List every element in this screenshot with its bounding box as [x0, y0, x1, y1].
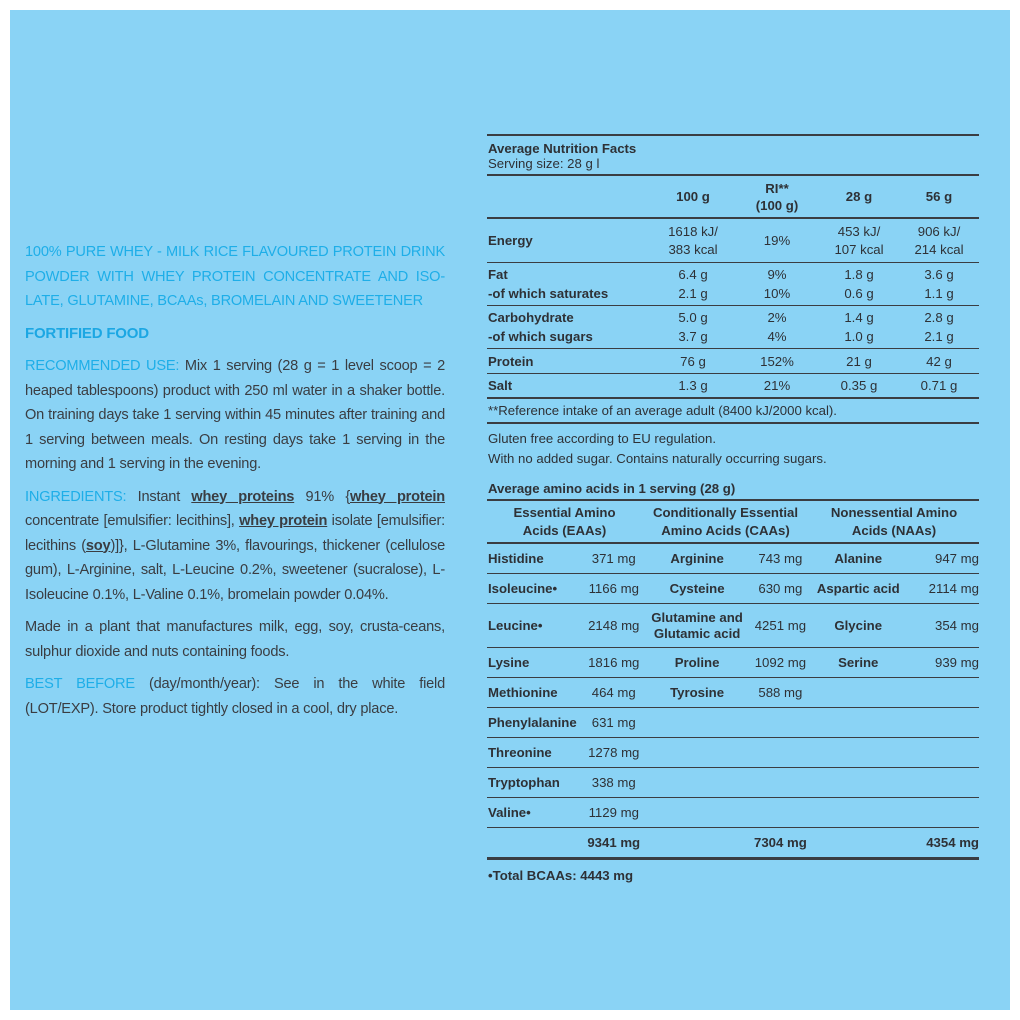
nutrient-value: 2.8 g [924, 310, 954, 325]
caa-value: 743 mg [758, 551, 803, 566]
allergen-statement: Made in a plant that manufactures milk, egg, soy, crusta-ceans, sulphur dioxide and nuts containing foods. [25, 619, 445, 660]
nutrient-label: -of which saturates [488, 286, 609, 301]
nutrient-value: 21% [763, 378, 791, 393]
eaa-name: Isoleucine• [488, 581, 558, 596]
amino-row [487, 544, 979, 574]
total-eaa: 9341 mg [587, 835, 641, 850]
nutrient-value: 5.0 g [678, 310, 708, 325]
eaa-name: Lysine [488, 655, 530, 670]
nutrition-column-headers [487, 176, 979, 219]
recommended-use-label: RECOMMENDED USE: [25, 358, 180, 374]
nutrient-value: 0.71 g [920, 378, 958, 393]
nutrient-value: 152% [760, 353, 794, 369]
nutrient-value: 2.1 g [678, 286, 708, 301]
caa-name: Cysteine [669, 580, 725, 596]
naa-name: Aspartic acid [816, 581, 900, 596]
nutrient-value: 10% [763, 286, 791, 301]
nutrient-value: 21 g [846, 353, 872, 369]
amino-totals [487, 828, 979, 860]
nutrition-header [487, 136, 979, 176]
naa-name: Alanine [834, 551, 883, 566]
amino-row [487, 648, 979, 678]
nutrition-row-protein [487, 349, 979, 374]
naa-name: Serine [838, 655, 879, 670]
product-description [25, 240, 445, 729]
allergen-highlight: whey protein [239, 513, 328, 529]
eaa-value: 1816 mg [588, 655, 640, 670]
total-naa: 4354 mg [926, 835, 979, 850]
nutrient-value: 1.3 g [678, 378, 708, 393]
ingredients [25, 485, 445, 608]
ingredients-text: concentrate [emulsifier: lecithins], [25, 513, 240, 529]
nutrient-value: 906 kJ/ 214 kcal [914, 223, 964, 257]
nutrition-row-salt [487, 374, 979, 399]
eaa-name: Threonine [488, 745, 552, 760]
eaa-name: Histidine [488, 551, 544, 566]
nutrition-row-energy [487, 219, 979, 263]
eaa-name: Valine• [488, 805, 531, 820]
nutrient-value: 42 g [926, 353, 952, 369]
nutrition-title: Average Nutrition Facts [488, 141, 637, 156]
nutrition-row-carbohydrate [487, 306, 979, 349]
eaa-value: 338 mg [591, 775, 636, 790]
best-before [25, 672, 445, 721]
nutrient-value: 6.4 g [678, 267, 708, 282]
ingredients-label: INGREDIENTS: [25, 488, 127, 505]
nutrient-value: 4% [767, 329, 787, 344]
nutrient-label: Protein [488, 353, 534, 369]
col-56g: 56 g [925, 189, 953, 204]
amino-row [487, 738, 979, 768]
total-bcaas: •Total BCAAs: 4443 mg [488, 868, 634, 883]
eaa-name: Leucine• [488, 618, 543, 633]
amino-headers [487, 501, 979, 544]
recommended-use-text: Mix 1 serving (28 g = 1 level scoop = 2 heaped tablespoons) product with 250 ml water in a shaker bottle. On training days take 1 serving within 45 minutes after training and 1 serving between meals. On resting days take 1 serving in the morning and 1 serving in the evening. [25, 358, 445, 472]
nutrient-value: 3.6 g [924, 267, 954, 282]
nutrient-value: 76 g [680, 353, 706, 369]
serving-size: Serving size: 28 g l [488, 156, 600, 171]
allergen-highlight: soy [85, 537, 111, 554]
nutrient-label: Carbohydrate [488, 310, 574, 325]
header-naa: Nonessential Amino Acids (NAAs) [830, 504, 958, 538]
nutrient-value: 9% [767, 267, 787, 282]
nutrition-row-fat [487, 263, 979, 306]
sugar-note: With no added sugar. Contains naturally occurring sugars. [488, 451, 827, 466]
caa-value: 1092 mg [754, 655, 807, 670]
amino-row [487, 604, 979, 648]
amino-row [487, 798, 979, 828]
amino-table [487, 501, 979, 860]
amino-row [487, 574, 979, 604]
caa-name: Tyrosine [670, 684, 725, 700]
eaa-value: 631 mg [591, 715, 636, 730]
eaa-value: 371 mg [591, 551, 636, 566]
fortified-food-heading: FORTIFIED FOOD [25, 324, 149, 342]
eaa-value: 1129 mg [588, 805, 639, 820]
nutrient-value: 19% [763, 233, 791, 248]
eaa-value: 1278 mg [588, 745, 640, 760]
gluten-note: Gluten free according to EU regulation. [488, 431, 716, 446]
nutrient-label: Salt [488, 378, 513, 393]
recommended-use [25, 354, 445, 477]
eaa-value: 2148 mg [588, 618, 640, 633]
allergen-highlight: whey protein [350, 488, 445, 505]
naa-value: 947 mg [934, 551, 979, 566]
nutrient-value: 2.1 g [924, 329, 954, 344]
nutrient-value: 3.7 g [678, 329, 708, 344]
nutrient-value: 1.8 g [844, 267, 874, 282]
nutrient-label: Fat [488, 267, 508, 282]
caa-name: Arginine [670, 550, 724, 566]
ingredients-text: )]}, L-Glutamine 3%, flavourings, thickener (cellulose gum), L-Arginine, salt, L-Leucine 0.2%, sweetener (sucralose), L-Isoleucine 0.1%, L-Valine 0.1%, bromelain powder 0.04%. [25, 537, 445, 603]
ingredients-text: 91% { [294, 488, 350, 505]
nutrient-value: 1618 kJ/ 383 kcal [668, 223, 718, 257]
nutrient-value: 1.4 g [844, 310, 874, 325]
naa-name: Glycine [834, 618, 883, 633]
nutrient-label: -of which sugars [488, 329, 593, 344]
nutrient-label: Energy [488, 233, 533, 248]
nutrient-value: 1.0 g [844, 329, 874, 344]
product-title: 100% PURE WHEY - MILK RICE FLAVOURED PROTEIN DRINK POWDER WITH WHEY PROTEIN CONCENTRATE AND ISO-LATE, GLUTAMINE, BCAAs, BROMELAIN AND SWEETENER [25, 244, 445, 309]
header-caa: Conditionally Essential Amino Acids (CAAs) [652, 504, 799, 538]
allergen-highlight: whey proteins [191, 488, 295, 505]
nutrient-value: 453 kJ/ 107 kcal [834, 223, 884, 257]
header-eaa: Essential Amino Acids (EAAs) [513, 504, 616, 538]
eaa-name: Phenylalanine [488, 715, 577, 730]
ingredients-text: isolate [emulsifier: lecithins ( [25, 513, 446, 554]
best-before-label: BEST BEFORE [25, 676, 135, 692]
naa-value: 354 mg [934, 618, 979, 633]
caa-name: Proline [674, 654, 720, 670]
amino-title: Average amino acids in 1 serving (28 g) [487, 469, 979, 501]
best-before-text: (day/month/year): See in the white field (LOT/EXP). Store product tightly closed in a cool, dry place. [25, 676, 445, 717]
nutrient-value: 2% [767, 310, 787, 325]
caa-value: 630 mg [758, 581, 803, 596]
caa-value: 588 mg [758, 685, 803, 700]
eaa-name: Tryptophan [488, 775, 560, 790]
ingredients-text: Instant [126, 488, 192, 505]
col-28g: 28 g [845, 189, 873, 204]
total-caa: 7304 mg [753, 835, 807, 850]
amino-row [487, 768, 979, 798]
nutrition-panel [487, 124, 979, 891]
col-ri: RI** (100 g) [755, 180, 799, 213]
eaa-value: 1166 mg [588, 581, 639, 596]
amino-row [487, 678, 979, 708]
caa-name: Glutamine and Glutamic acid [651, 609, 743, 641]
nutrient-value: 0.35 g [840, 378, 878, 393]
ri-footnote: **Reference intake of an average adult (8400 kJ/2000 kcal). [487, 399, 979, 424]
nutrient-value: 1.1 g [924, 286, 954, 301]
nutrient-value: 0.6 g [844, 286, 874, 301]
eaa-name: Methionine [488, 685, 558, 700]
col-100g: 100 g [676, 189, 710, 204]
naa-value: 2114 mg [928, 581, 979, 596]
amino-row [487, 708, 979, 738]
naa-value: 939 mg [934, 655, 979, 670]
eaa-value: 464 mg [591, 685, 636, 700]
caa-value: 4251 mg [754, 618, 807, 633]
